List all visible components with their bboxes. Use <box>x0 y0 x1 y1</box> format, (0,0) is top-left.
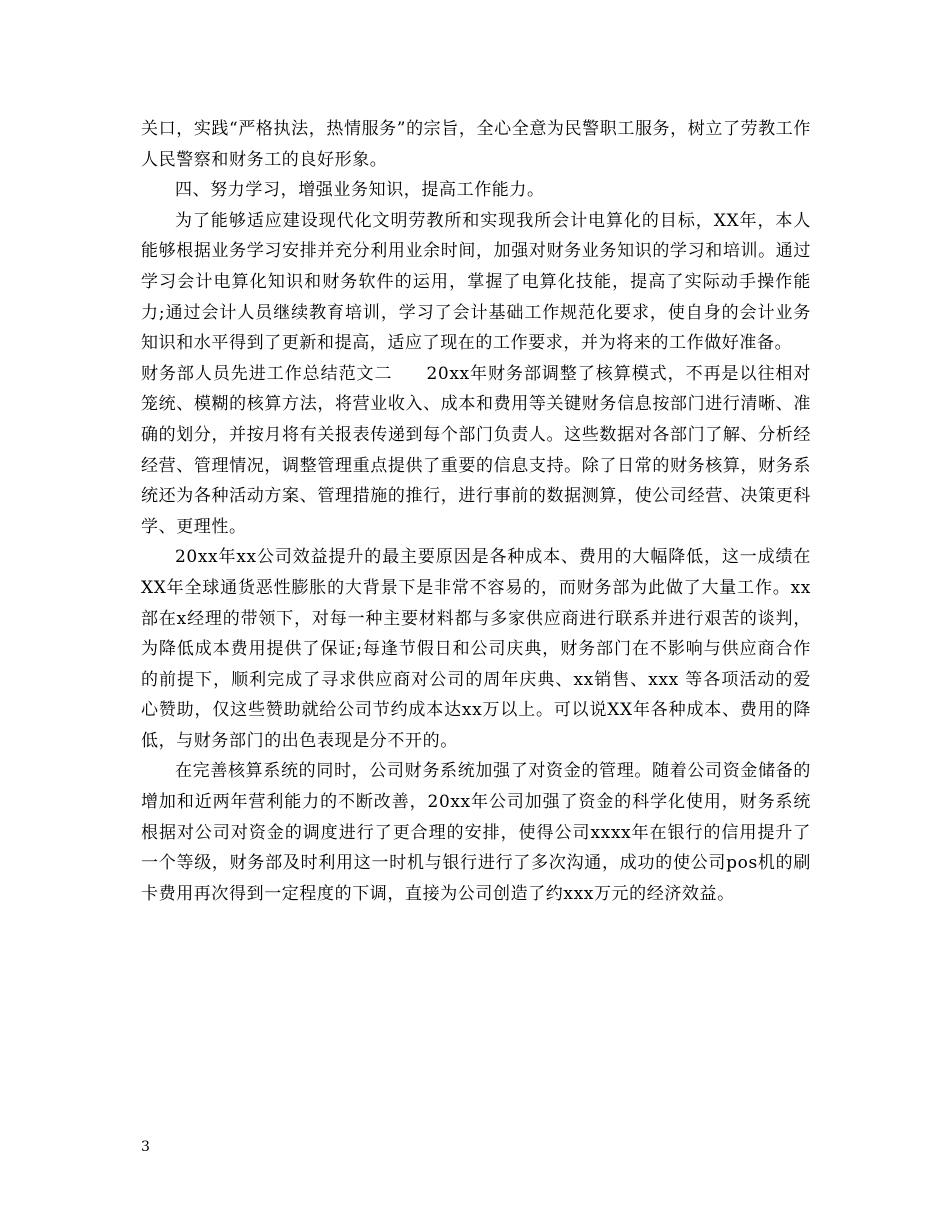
paragraph-cost-reduction: 20xx年xx公司效益提升的最主要原因是各种成本、费用的大幅降低，这一成绩在XX年全球通货恶性膨胀的大背景下是非常不容易的，而财务部为此做了大量工作。xx部在x经理的带领下，对每一种主要材料都与多家供应商进行联系并进行艰苦的谈判，为降低成本费用提供了保证;每逢节假日和公司庆典，财务部门在不影响与供应商合作的前提下，顺利完成了寻求供应商对公司的周年庆典、xx销售、xxx 等各项活动的爱心赞助，仅这些赞助就给公司节约成本达xx万以上。可以说XX年各种成本、费用的降低，与财务部门的出色表现是分不开的。 <box>141 547 811 751</box>
section-two <box>141 359 811 543</box>
section-heading-four: 四、努力学习，增强业务知识，提高工作能力。 <box>175 180 545 201</box>
section-two-text: 20xx年财务部调整了核算模式，不再是以往相对笼统、模糊的核算方法，将营业收入、成本和费用等关键财务信息按部门进行清晰、准确的划分，并按月将有关报表传递到每个部门负责人。这些数据对各部门了解、分析经经营、管理情况，调整管理重点提供了重要的信息支持。除了日常的财务核算，财务系统还为各种活动方案、管理措施的推行，进行事前的数据测算，使公司经营、决策更科学、更理性。 <box>141 363 811 537</box>
paragraph-continuation: 关口，实践“严格执法，热情服务”的宗旨，全心全意为民警职工服务，树立了劳教工作人民警察和财务工的良好形象。 <box>141 119 811 170</box>
section-two-title: 财务部人员先进工作总结范文二 <box>141 363 393 384</box>
page-number: 3 <box>141 1139 150 1155</box>
paragraph-fund-management: 在完善核算系统的同时，公司财务系统加强了对资金的管理。随着公司资金储备的增加和近两年营利能力的不断改善，20xx年公司加强了资金的科学化使用，财务系统根据对公司对资金的调度进行了更合理的安排，使得公司xxxx年在银行的信用提升了一个等级，财务部及时利用这一时机与银行进行了多次沟通，成功的使公司pos机的刷卡费用再次得到一定程度的下调，直接为公司创造了约xxx万元的经济效益。 <box>141 761 811 904</box>
document-page <box>141 114 811 909</box>
paragraph-study: 为了能够适应建设现代化文明劳教所和实现我所会计电算化的目标，XX年，本人能够根据业务学习安排并充分利用业余时间，加强对财务业务知识的学习和培训。通过学习会计电算化知识和财务软件的运用，掌握了电算化技能，提高了实际动手操作能力;通过会计人员继续教育培训，学习了会计基础工作规范化要求，使自身的会计业务知识和水平得到了更新和提高，适应了现在的工作要求，并为将来的工作做好准备。 <box>141 210 811 354</box>
